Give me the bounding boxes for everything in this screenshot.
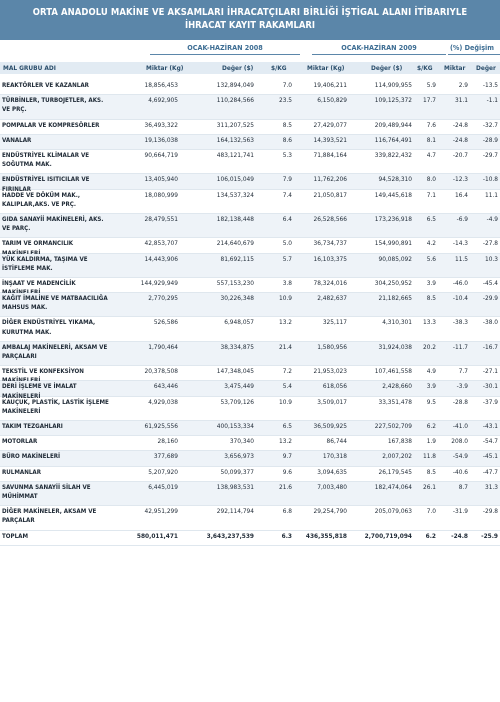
cell-qty-2009: 36,509,925 bbox=[313, 422, 347, 431]
cell-qty-2008: 18,080,999 bbox=[144, 190, 178, 199]
cell-qty-2009: 21,953,023 bbox=[313, 367, 347, 376]
cell-change-qty: -12.3 bbox=[452, 175, 468, 184]
cell-perkg-2009: 7.0 bbox=[426, 507, 436, 516]
row-group-name: DİĞER ENDÜSTRİYEL YIKAMA, KURUTMA MAK. bbox=[2, 319, 96, 336]
cell-value-2009: 154,990,891 bbox=[374, 239, 412, 248]
cell-qty-2009: 325,117 bbox=[322, 318, 347, 327]
table-row bbox=[0, 238, 500, 253]
cell-change-qty: -38.3 bbox=[452, 318, 468, 327]
cell-value-2009: 114,909,955 bbox=[374, 81, 412, 89]
cell-change-value: -29.8 bbox=[482, 507, 498, 516]
cell-value-2009: 31,924,038 bbox=[378, 342, 412, 351]
cell-change-qty: 8.7 bbox=[458, 482, 468, 491]
export-table bbox=[0, 80, 500, 546]
title-line-2: İHRACAT KAYIT RAKAMLARI bbox=[184, 20, 315, 31]
cell-change-value: -1.1 bbox=[486, 96, 498, 105]
total-label: TOPLAM bbox=[2, 532, 29, 540]
cell-change-qty: 16.4 bbox=[454, 190, 468, 199]
row-group-name: RULMANLAR bbox=[2, 468, 42, 476]
cell-perkg-2009: 4.9 bbox=[426, 367, 436, 376]
row-group-name: DERİ İŞLEME VE İMALAT MAKİNELERİ bbox=[2, 383, 77, 400]
cell-qty-2009: 86,744 bbox=[326, 437, 347, 446]
cell-qty-2009: 618,056 bbox=[322, 382, 347, 391]
cell-change-value: -29.9 bbox=[482, 294, 498, 303]
cell-change-value: -37.9 bbox=[482, 397, 498, 406]
cell-perkg-2008: 7.4 bbox=[282, 190, 292, 199]
cell-value-2009: 173,236,918 bbox=[374, 214, 412, 223]
cell-change-value: -30.1 bbox=[482, 382, 498, 391]
cell-change-value: -27.8 bbox=[482, 239, 498, 248]
period-2009-rule bbox=[312, 54, 446, 55]
cell-change-qty: -46.0 bbox=[452, 278, 468, 287]
cell-qty-2008: 42,951,299 bbox=[144, 507, 178, 516]
cell-qty-2008: 580,011,471 bbox=[136, 531, 178, 540]
cell-qty-2008: 643,446 bbox=[153, 382, 178, 391]
cell-qty-2009: 6,150,829 bbox=[317, 96, 347, 105]
cell-qty-2009: 3,094,635 bbox=[317, 467, 347, 476]
cell-perkg-2009: 6.5 bbox=[426, 214, 436, 223]
cell-change-qty: 11.5 bbox=[454, 254, 468, 263]
cell-change-value: -32.7 bbox=[482, 120, 498, 129]
row-group-name: BÜRO MAKİNELERİ bbox=[2, 453, 61, 461]
cell-change-qty: -24.8 bbox=[452, 135, 468, 144]
cell-change-qty: 7.7 bbox=[458, 367, 468, 376]
cell-perkg-2008: 21.4 bbox=[278, 342, 292, 351]
cell-qty-2008: 28,160 bbox=[157, 437, 178, 446]
cell-perkg-2009: 13.3 bbox=[422, 318, 436, 327]
cell-change-value: 11.1 bbox=[484, 190, 498, 199]
cell-change-qty: -41.0 bbox=[452, 422, 468, 431]
table-row bbox=[0, 80, 500, 95]
row-group-name: ENDÜSTRİYEL ISITICILAR VE FIRINLAR bbox=[2, 176, 90, 193]
cell-value-2008: 30,226,348 bbox=[220, 294, 254, 303]
cell-change-qty: -24.8 bbox=[452, 120, 468, 129]
table-row bbox=[0, 451, 500, 466]
cell-change-qty: 31.1 bbox=[454, 96, 468, 105]
cell-qty-2009: 27,429,077 bbox=[313, 120, 347, 129]
cell-perkg-2008: 10.9 bbox=[278, 397, 292, 406]
header-group: MAL GRUBU ADI bbox=[3, 64, 56, 72]
table-row bbox=[0, 366, 500, 381]
row-group-name: SAVUNMA SANAYİİ SİLAH VE MÜHİMMAT bbox=[2, 483, 91, 500]
cell-value-2009: 109,125,372 bbox=[374, 96, 412, 105]
cell-qty-2008: 19,136,038 bbox=[144, 135, 178, 144]
cell-qty-2009: 78,324,016 bbox=[313, 278, 347, 287]
cell-perkg-2009: 9.5 bbox=[426, 397, 436, 406]
cell-value-2008: 164,132,563 bbox=[216, 135, 254, 144]
period-2009-label: OCAK-HAZİRAN 2009 bbox=[341, 43, 417, 52]
cell-perkg-2008: 3.8 bbox=[282, 278, 292, 287]
cell-perkg-2008: 5.0 bbox=[282, 239, 292, 248]
cell-change-value: -38.0 bbox=[482, 318, 498, 327]
table-row bbox=[0, 95, 500, 119]
cell-change-value: -45.1 bbox=[482, 452, 498, 461]
cell-value-2009: 33,351,478 bbox=[378, 397, 412, 406]
cell-change-qty: -3.9 bbox=[456, 382, 468, 391]
cell-qty-2008: 18,856,453 bbox=[144, 81, 178, 89]
cell-value-2008: 132,894,049 bbox=[216, 81, 254, 89]
cell-change-value: -54.7 bbox=[482, 437, 498, 446]
cell-value-2009: 304,250,952 bbox=[374, 278, 412, 287]
header-value-2009: Değer ($) bbox=[371, 64, 403, 72]
cell-perkg-2009: 3.9 bbox=[426, 382, 436, 391]
table-row bbox=[0, 506, 500, 530]
table-row bbox=[0, 174, 500, 193]
cell-value-2008: 110,284,566 bbox=[216, 96, 254, 105]
cell-value-2009: 4,310,301 bbox=[382, 318, 412, 327]
cell-qty-2008: 28,479,551 bbox=[144, 214, 178, 223]
cell-perkg-2009: 5.9 bbox=[426, 81, 436, 89]
cell-change-qty: -54.9 bbox=[452, 452, 468, 461]
cell-perkg-2008: 6.8 bbox=[282, 507, 292, 516]
cell-value-2008: 6,948,057 bbox=[224, 318, 254, 327]
cell-qty-2009: 16,103,375 bbox=[313, 254, 347, 263]
cell-change-value: -43.1 bbox=[482, 422, 498, 431]
cell-change-value: -4.9 bbox=[486, 214, 498, 223]
cell-change-value: -45.4 bbox=[482, 278, 498, 287]
cell-value-2009: 26,179,545 bbox=[378, 467, 412, 476]
header-qty-2009: Miktar (Kg) bbox=[307, 64, 345, 72]
cell-change-value: -47.7 bbox=[482, 467, 498, 476]
table-row bbox=[0, 293, 500, 317]
cell-value-2008: 106,015,049 bbox=[216, 175, 254, 184]
cell-perkg-2008: 10.9 bbox=[278, 294, 292, 303]
cell-qty-2009: 21,050,817 bbox=[313, 190, 347, 199]
table-row bbox=[0, 467, 500, 482]
row-group-name: HADDE VE DÖKÜM MAK., KALIPLAR,AKS. VE PRÇ. bbox=[2, 191, 80, 208]
cell-change-value: -10.8 bbox=[482, 175, 498, 184]
cell-perkg-2009: 8.5 bbox=[426, 294, 436, 303]
row-group-name: KAĞIT İMALİNE VE MATBAACILIĞA MAHSUS MAK. bbox=[2, 295, 108, 312]
cell-qty-2008: 526,586 bbox=[153, 318, 178, 327]
cell-perkg-2009: 8.0 bbox=[426, 175, 436, 184]
cell-qty-2009: 29,254,790 bbox=[313, 507, 347, 516]
cell-perkg-2009: 8.1 bbox=[426, 135, 436, 144]
cell-perkg-2009: 3.9 bbox=[426, 278, 436, 287]
cell-qty-2008: 14,443,906 bbox=[144, 254, 178, 263]
cell-value-2008: 182,138,448 bbox=[216, 214, 254, 223]
row-group-name: AMBALAJ MAKİNELERİ, AKSAM VE PARÇALARI bbox=[2, 343, 108, 361]
cell-perkg-2009: 5.6 bbox=[426, 254, 436, 263]
cell-perkg-2008: 9.7 bbox=[282, 452, 292, 461]
row-group-name: POMPALAR VE KOMPRESÖRLER bbox=[2, 121, 100, 129]
cell-qty-2009: 14,393,521 bbox=[313, 135, 347, 144]
cell-qty-2008: 4,692,905 bbox=[148, 96, 178, 105]
cell-qty-2008: 90,664,719 bbox=[144, 150, 178, 159]
cell-perkg-2008: 6.4 bbox=[282, 214, 292, 223]
cell-perkg-2008: 6.3 bbox=[281, 531, 292, 540]
cell-perkg-2008: 5.7 bbox=[282, 254, 292, 263]
cell-value-2008: 400,153,334 bbox=[216, 422, 254, 431]
row-group-name: ENDÜSTRİYEL KLİMALAR VE SOĞUTMA MAK. bbox=[2, 151, 90, 169]
cell-value-2008: 292,114,794 bbox=[216, 507, 254, 516]
cell-perkg-2008: 5.4 bbox=[282, 382, 292, 391]
cell-change-qty: -11.7 bbox=[452, 342, 468, 351]
change-label: (%) Değişim bbox=[449, 43, 495, 52]
cell-change-value: -25.9 bbox=[481, 531, 498, 540]
cell-value-2008: 3,475,449 bbox=[224, 382, 254, 391]
table-row bbox=[0, 135, 500, 150]
row-group-name: KAUÇUK, PLASTİK, LASTİK İŞLEME MAKİNELERİ bbox=[2, 398, 109, 415]
cell-qty-2009: 26,528,566 bbox=[313, 214, 347, 223]
cell-qty-2009: 3,509,017 bbox=[317, 397, 347, 406]
table-row bbox=[0, 120, 500, 135]
cell-perkg-2008: 7.0 bbox=[282, 81, 292, 89]
cell-qty-2009: 36,734,737 bbox=[313, 239, 347, 248]
cell-perkg-2009: 11.8 bbox=[422, 452, 436, 461]
table-row bbox=[0, 381, 500, 400]
cell-change-value: 10.3 bbox=[484, 254, 498, 263]
change-rule bbox=[448, 54, 500, 55]
cell-perkg-2008: 5.3 bbox=[282, 150, 292, 159]
cell-value-2008: 138,983,531 bbox=[216, 482, 254, 491]
cell-value-2008: 3,656,973 bbox=[224, 452, 254, 461]
cell-change-qty: -10.4 bbox=[452, 294, 468, 303]
row-group-name: TEKSTİL VE KONFEKSİYON bbox=[2, 368, 84, 376]
header-change-qty: Miktar bbox=[444, 64, 466, 72]
cell-value-2008: 3,643,237,539 bbox=[206, 531, 254, 540]
cell-perkg-2009: 7.6 bbox=[426, 120, 436, 129]
cell-qty-2008: 4,929,038 bbox=[148, 397, 178, 406]
cell-perkg-2009: 17.7 bbox=[422, 96, 436, 105]
cell-value-2008: 557,153,230 bbox=[216, 278, 254, 287]
cell-perkg-2008: 13.2 bbox=[278, 437, 292, 446]
header-qty-2008: Miktar (Kg) bbox=[146, 64, 184, 72]
cell-perkg-2009: 6.2 bbox=[425, 531, 436, 540]
cell-value-2009: 227,502,709 bbox=[374, 422, 412, 431]
cell-perkg-2008: 21.6 bbox=[278, 482, 292, 491]
cell-perkg-2009: 1.9 bbox=[426, 437, 436, 446]
row-group-name: İNŞAAT VE MADENCİLİK bbox=[2, 279, 76, 287]
cell-value-2009: 209,489,944 bbox=[374, 120, 412, 129]
cell-change-value: -28.9 bbox=[482, 135, 498, 144]
cell-perkg-2008: 13.2 bbox=[278, 318, 292, 327]
cell-qty-2009: 11,762,206 bbox=[313, 175, 347, 184]
cell-qty-2008: 5,207,920 bbox=[148, 467, 178, 476]
total-row bbox=[0, 531, 500, 546]
cell-change-qty: 2.9 bbox=[458, 81, 468, 89]
cell-value-2009: 149,445,618 bbox=[374, 190, 412, 199]
cell-qty-2009: 1,580,956 bbox=[317, 342, 347, 351]
cell-value-2009: 339,822,432 bbox=[374, 150, 412, 159]
cell-qty-2009: 436,355,818 bbox=[305, 531, 347, 540]
cell-value-2008: 147,348,045 bbox=[216, 367, 254, 376]
cell-qty-2008: 2,770,295 bbox=[148, 294, 178, 303]
cell-value-2009: 182,474,064 bbox=[374, 482, 412, 491]
cell-qty-2009: 2,482,637 bbox=[317, 294, 347, 303]
cell-value-2008: 483,121,741 bbox=[216, 150, 254, 159]
cell-value-2009: 94,528,310 bbox=[378, 175, 412, 184]
cell-change-qty: -40.6 bbox=[452, 467, 468, 476]
row-group-name: GIDA SANAYİİ MAKİNELERİ, AKS. VE PARÇ. bbox=[2, 215, 104, 233]
cell-value-2008: 370,340 bbox=[229, 437, 254, 446]
table-row bbox=[0, 436, 500, 451]
cell-change-qty: 208.0 bbox=[451, 437, 468, 446]
cell-change-qty: -31.9 bbox=[452, 507, 468, 516]
title-line-1: ORTA ANADOLU MAKİNE VE AKSAMLARI İHRACATÇILARI BİRLİĞİ İŞTİGAL ALANI İTİBARIYLE bbox=[32, 7, 468, 18]
cell-perkg-2008: 8.5 bbox=[282, 120, 292, 129]
table-header bbox=[0, 62, 500, 74]
row-group-name: VANALAR bbox=[2, 136, 32, 144]
header-value-2008: Değer ($) bbox=[222, 64, 254, 72]
header-perkg-2008: $/KG bbox=[271, 64, 287, 72]
cell-qty-2008: 42,853,707 bbox=[144, 239, 178, 248]
cell-change-value: -13.5 bbox=[482, 81, 498, 89]
cell-change-value: -27.1 bbox=[482, 367, 498, 376]
cell-perkg-2009: 7.1 bbox=[426, 190, 436, 199]
table-row bbox=[0, 482, 500, 506]
cell-qty-2008: 36,493,322 bbox=[144, 120, 178, 129]
row-group-name: TÜRBİNLER, TURBOJETLER, AKS. VE PRÇ. bbox=[2, 97, 104, 114]
cell-value-2008: 53,709,126 bbox=[220, 397, 254, 406]
table-row bbox=[0, 254, 500, 278]
cell-perkg-2008: 6.5 bbox=[282, 422, 292, 431]
cell-value-2009: 21,182,665 bbox=[378, 294, 412, 303]
cell-value-2008: 50,099,377 bbox=[220, 467, 254, 476]
cell-perkg-2009: 6.2 bbox=[426, 422, 436, 431]
cell-qty-2009: 19,406,211 bbox=[313, 81, 347, 89]
table-row bbox=[0, 317, 500, 341]
cell-perkg-2008: 7.2 bbox=[282, 367, 292, 376]
cell-value-2008: 81,692,115 bbox=[220, 254, 254, 263]
cell-value-2009: 2,700,719,094 bbox=[364, 531, 412, 540]
cell-qty-2009: 170,318 bbox=[322, 452, 347, 461]
row-group-name: DİĞER MAKİNELER, AKSAM VE PARÇALAR bbox=[2, 508, 97, 525]
cell-qty-2008: 13,405,940 bbox=[144, 175, 178, 184]
table-row bbox=[0, 150, 500, 174]
cell-qty-2008: 20,378,508 bbox=[144, 367, 178, 376]
row-group-name: REAKTÖRLER VE KAZANLAR bbox=[2, 82, 89, 89]
cell-perkg-2009: 20.2 bbox=[422, 342, 436, 351]
cell-change-value: -16.7 bbox=[482, 342, 498, 351]
table-row bbox=[0, 342, 500, 366]
period-2008-label: OCAK-HAZİRAN 2008 bbox=[187, 43, 263, 52]
cell-perkg-2009: 26.1 bbox=[422, 482, 436, 491]
title-banner bbox=[0, 0, 500, 40]
row-group-name: TARIM VE ORMANCILIK bbox=[2, 240, 74, 248]
cell-perkg-2009: 8.5 bbox=[426, 467, 436, 476]
cell-qty-2008: 61,925,556 bbox=[144, 422, 178, 431]
row-group-name: MOTORLAR bbox=[2, 438, 38, 446]
cell-qty-2008: 1,790,464 bbox=[148, 342, 178, 351]
row-group-name: YÜK KALDIRMA, TAŞIMA VE İSTİFLEME MAK. bbox=[2, 255, 88, 272]
cell-value-2008: 214,640,679 bbox=[216, 239, 254, 248]
cell-qty-2008: 377,689 bbox=[153, 452, 178, 461]
cell-perkg-2008: 8.6 bbox=[282, 135, 292, 144]
header-change-value: Değer bbox=[476, 64, 496, 72]
cell-value-2009: 90,085,092 bbox=[378, 254, 412, 263]
cell-value-2009: 205,079,063 bbox=[374, 507, 412, 516]
cell-change-value: -29.7 bbox=[482, 150, 498, 159]
cell-value-2008: 38,334,875 bbox=[220, 342, 254, 351]
cell-value-2008: 311,207,525 bbox=[216, 120, 254, 129]
table-row bbox=[0, 278, 500, 293]
table-row bbox=[0, 421, 500, 436]
cell-perkg-2008: 23.5 bbox=[278, 96, 292, 105]
cell-value-2009: 2,428,660 bbox=[382, 382, 412, 391]
cell-change-qty: -28.8 bbox=[452, 397, 468, 406]
header-perkg-2009: $/KG bbox=[417, 64, 433, 72]
cell-change-qty: -24.8 bbox=[451, 531, 468, 540]
period-2008-rule bbox=[150, 54, 300, 55]
cell-value-2009: 116,764,491 bbox=[374, 135, 412, 144]
table-row bbox=[0, 190, 500, 214]
table-row bbox=[0, 397, 500, 421]
cell-value-2008: 134,537,324 bbox=[216, 190, 254, 199]
cell-perkg-2008: 9.6 bbox=[282, 467, 292, 476]
cell-qty-2008: 144,929,949 bbox=[140, 278, 178, 287]
cell-value-2009: 167,838 bbox=[387, 437, 412, 446]
row-group-name: TAKIM TEZGAHLARI bbox=[2, 423, 63, 431]
cell-change-qty: -6.9 bbox=[456, 214, 468, 223]
cell-perkg-2008: 7.9 bbox=[282, 175, 292, 184]
cell-value-2009: 107,461,558 bbox=[374, 367, 412, 376]
cell-perkg-2009: 4.7 bbox=[426, 150, 436, 159]
cell-qty-2009: 71,884,164 bbox=[313, 150, 347, 159]
cell-change-value: 31.3 bbox=[484, 482, 498, 491]
cell-perkg-2009: 4.2 bbox=[426, 239, 436, 248]
cell-qty-2008: 6,445,019 bbox=[148, 482, 178, 491]
cell-qty-2009: 7,003,480 bbox=[317, 482, 347, 491]
table-row bbox=[0, 214, 500, 238]
cell-value-2009: 2,007,202 bbox=[382, 452, 412, 461]
cell-change-qty: -14.3 bbox=[452, 239, 468, 248]
cell-change-qty: -20.7 bbox=[452, 150, 468, 159]
